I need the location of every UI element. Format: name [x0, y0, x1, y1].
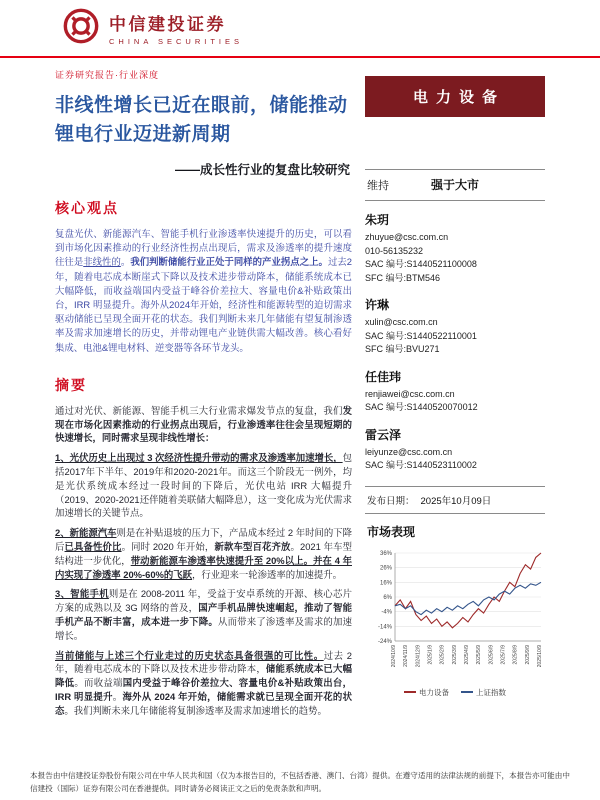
- analyst: [365, 211, 545, 285]
- report-kicker: 证券研究报告·行业深度: [55, 70, 159, 80]
- text-segment: 海外从 2024 年开始，储能需求就已呈现全面开花的状态: [55, 690, 352, 716]
- abstract-paragraph-intro: [55, 404, 352, 445]
- text-segment: 通过对光伏、新能源、智能手机三大行业需求爆发节点的复盘，我们: [55, 404, 343, 416]
- chart-ytick-label: -24%: [377, 638, 392, 645]
- rating-action: 维持: [367, 180, 389, 192]
- chart-ytick-label: 6%: [383, 594, 392, 601]
- company-name-en: CHINA SECURITIES: [109, 37, 244, 46]
- company-logo-text: [109, 10, 243, 46]
- abstract-paragraph-conclusion: [55, 649, 352, 718]
- report-subtitle: ——成长性行业的复盘比较研究: [174, 163, 350, 177]
- text-segment: 过去 2 年，随着电芯成本的下降以及技术进步带动降本，: [55, 649, 352, 675]
- text-segment: 。同时 2020 年开始，: [121, 541, 215, 552]
- chart-legend: [365, 687, 545, 698]
- industry-badge: 电力设备: [365, 76, 545, 117]
- text-segment: 发现在市场化因素推动的行业拐点出现后，行业渗透率往往会呈现短期的快速增长，同时需求呈现非线性增长：: [55, 404, 352, 444]
- company-name-cn: 中信建投证券: [109, 15, 226, 34]
- text-segment: 储能系统成本已大幅降低: [55, 663, 352, 689]
- text-segment: 1、光伏历史上出现过 3 次经济性提升带动的需求及渗透率加速增长，: [55, 452, 343, 464]
- text-segment: 。2021 年车型结构进一步优化，: [55, 541, 352, 566]
- chart-ytick-label: -4%: [381, 609, 392, 616]
- report-title: [55, 92, 352, 149]
- chart-xtick-label: 2025/9/9: [524, 644, 531, 664]
- text-segment: 非线性的: [83, 256, 121, 268]
- sidebar: [365, 64, 545, 724]
- legend-swatch: [461, 691, 473, 693]
- text-segment: 已具备性价比: [64, 541, 122, 552]
- company-logo-icon: [62, 7, 100, 50]
- chart-xtick-label: 2024/12/9: [415, 644, 422, 667]
- analyst-email: zhuyue@csc.com.cn: [365, 232, 449, 242]
- rating-value: 强于大市: [431, 178, 480, 192]
- footer-disclaimer: 本报告由中信建投证券股份有限公司在中华人民共和国（仅为本报告目的，不包括香港、澳门、台湾）提供。在遵守适用的法律法规的前提下，本报告亦可能由中信建投（国际）证券有限公司在香港提供。同时请务必阅读正文之后的免责条款和声明。: [30, 771, 570, 793]
- text-segment: 过去2年，随着电芯成本断崖式下降以及技术进步带动降本，储能系统成本已大幅降低，而收益端国内受益于峰谷价差拉大、容量电价&补贴政策出台，IRR 明显提升。海外从2024年开始，经济性和能源转型的迫切需求驱动储能已呈现全面开花的状态。我们判断未来几年储能有望复制渗透率及需求加速增长的历史，并带动锂电产业链供需大幅改善。核心看好集成、电池&锂电材料、逆变器等各环节龙头。: [55, 256, 352, 353]
- core-view-heading: 核心观点: [55, 200, 119, 216]
- text-segment: 。: [112, 690, 123, 702]
- chart-xtick-label: 2025/3/9: [451, 644, 458, 664]
- text-segment: ，行业迎来一轮渗透率的加速提升。: [192, 568, 343, 580]
- analyst: [365, 368, 545, 415]
- text-segment: 国内受益于峰谷价差拉大、容量电价&补贴政策出台，IRR 明显提升: [55, 677, 352, 702]
- chart-ytick-label: 36%: [379, 550, 392, 557]
- chart-xtick-label: 2025/6/9: [488, 644, 495, 664]
- text-segment: 当前储能与上述三个行业走过的历史状态具备很强的可比性。: [55, 649, 324, 661]
- company-logo: [62, 7, 243, 50]
- analyst-email: leiyunze@csc.com.cn: [365, 446, 453, 457]
- text-segment: 新款车型百花齐放: [214, 541, 291, 552]
- publish-date-row: [365, 487, 545, 513]
- chart-ytick-label: 26%: [379, 565, 392, 572]
- legend-label: 上证指数: [476, 687, 506, 697]
- text-segment: 从而带来了渗透率及需求的加速增长。: [55, 615, 352, 641]
- text-segment: 。我们判断未来几年储能将复制渗透率及需求加速增长的趋势。: [64, 704, 327, 716]
- text-segment: 带动新能源车渗透率快速提升至 20%以上。并在 4 年内实现了渗透率 20%-60%的飞跃: [55, 554, 352, 580]
- analyst-name: 雷云泽: [365, 427, 402, 442]
- analyst-sac: SAC 编号:S1440522110001: [365, 330, 477, 341]
- text-segment: 我们判断储能行业正处于同样的产业拐点之上。: [130, 256, 328, 268]
- legend-item: [461, 687, 506, 698]
- analyst-phone: 010-56135232: [365, 245, 424, 256]
- analyst-sac: SAC 编号:S1440520070012: [365, 402, 478, 412]
- legend-label: 电力设备: [419, 687, 449, 697]
- abstract-paragraph-3: [55, 587, 352, 642]
- abstract-heading: 摘要: [55, 376, 87, 393]
- text-segment: 3、智能手机: [55, 588, 109, 600]
- rating-row: [365, 170, 545, 200]
- report-title-line-1: 非线性增长已近在眼前，储能推动: [55, 95, 348, 116]
- analyst-name: 许琳: [365, 298, 390, 312]
- text-segment: 包括2017年下半年、2019年和2020-2021年。而这三个阶段无一例外，均是光伏系统成本经过一段时间的下降后，光伏电站 IRR 大幅提升（2019、2020-2021还伴随着美联储大幅降息），这一变化成为光伏需求加速增长的关键节点。: [55, 452, 352, 519]
- analyst-name: 朱玥: [365, 213, 390, 227]
- abstract-paragraph-1: [55, 451, 352, 520]
- market-chart-svg: [365, 545, 545, 687]
- text-segment: 。: [120, 256, 131, 268]
- report-title-line-2: 锂电行业迈进新周期: [55, 123, 231, 145]
- analyst-email: xulin@csc.com.cn: [365, 317, 438, 327]
- publish-date-label: 发布日期：: [367, 495, 415, 507]
- analyst-sac: SAC 编号:S1440523110002: [365, 460, 477, 470]
- legend-swatch: [404, 691, 416, 693]
- text-segment: 国产手机品牌快速崛起，推动了智能手机产品不断丰富，成本进一步下降。: [55, 602, 352, 627]
- text-segment: 则是在补贴退坡的压力下，产品成本经过 2 年时间的下降后: [55, 527, 352, 552]
- chart-xtick-label: 2025/5/9: [476, 644, 483, 664]
- analyst-sfc: SFC 编号:BVU271: [365, 344, 440, 354]
- main-column: [55, 64, 352, 724]
- text-segment: 。而收益端: [74, 677, 123, 689]
- chart-xtick-label: 2025/2/9: [439, 644, 446, 664]
- abstract-paragraph-2: [55, 526, 352, 581]
- text-segment: 复盘光伏、新能源汽车、智能手机行业渗透率快速提升的历史，可以看到市场化因素推动的行业经济性拐点出现后，需求及渗透率的提升速度往往是: [55, 228, 352, 268]
- chart-xtick-label: 2025/1/9: [427, 644, 434, 664]
- text-segment: 则是在 2008-2011 年，受益于安卓系统的开源、核心芯片方案的成熟以及 3G 网络的普及，: [55, 588, 352, 614]
- text-segment: 2、新能源汽车: [55, 527, 117, 539]
- chart-xtick-label: 2024/10/9: [391, 644, 397, 667]
- report-body: [0, 58, 600, 724]
- report-header: [0, 0, 600, 56]
- analyst-sac: SAC 编号:S1440521100008: [365, 259, 477, 269]
- core-view-paragraph: [55, 227, 352, 355]
- publish-date-value: 2025年10月09日: [420, 495, 492, 507]
- legend-item: [404, 687, 449, 698]
- chart-series-line: [395, 553, 541, 628]
- chart-series-line: [395, 582, 541, 614]
- analyst-list: [365, 201, 545, 486]
- chart-xtick-label: 2024/11/9: [403, 644, 410, 667]
- chart-ytick-label: 16%: [379, 579, 392, 586]
- chart-xtick-label: 2025/4/9: [464, 644, 470, 664]
- analyst-email: renjiawei@csc.com.cn: [365, 388, 455, 399]
- chart-xtick-label: 2025/7/9: [500, 644, 507, 664]
- chart-xtick-label: 2025/8/9: [512, 644, 519, 664]
- chart-ytick-label: -14%: [377, 623, 392, 630]
- analyst-sfc: SFC 编号:BTM546: [365, 272, 441, 283]
- analyst: [365, 296, 545, 357]
- analyst-name: 任佳玮: [365, 369, 402, 384]
- chart-xtick-label: 2025/10/9: [537, 644, 543, 667]
- analyst: [365, 426, 545, 473]
- market-performance-chart: [365, 545, 545, 698]
- market-performance-heading: 市场表现: [367, 524, 416, 539]
